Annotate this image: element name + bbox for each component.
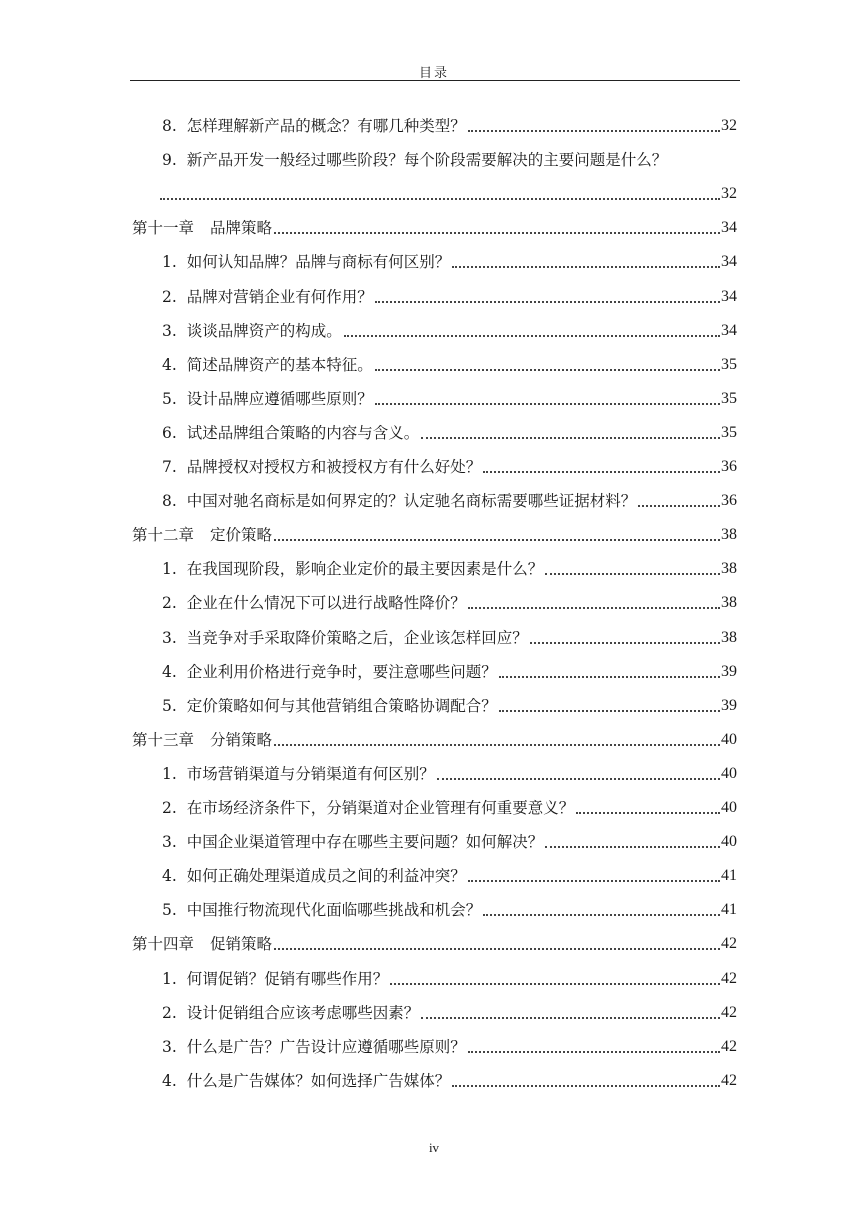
item-title: 定价策略如何与其他营销组合策略协调配合？ [186, 696, 497, 715]
chapter-title: 品牌策略 [210, 219, 273, 238]
item-number: 4. [162, 662, 177, 681]
dot-leader [375, 301, 720, 303]
page-ref: 42 [721, 1003, 737, 1021]
page-ref: 35 [721, 423, 737, 441]
dot-leader [344, 335, 720, 337]
page-ref: 38 [721, 526, 737, 544]
page-ref: 34 [721, 253, 737, 271]
item-number: 2. [162, 799, 177, 817]
item-number: 7. [162, 458, 177, 476]
chapter-number: 第十一章 [132, 219, 195, 238]
toc-item-entry[interactable] [162, 487, 737, 511]
page-ref: 39 [721, 696, 737, 714]
toc-item-entry[interactable] [162, 351, 737, 375]
page-ref: 32 [721, 117, 737, 134]
dot-leader [499, 676, 720, 678]
page-ref: 42 [721, 969, 737, 987]
toc-item-entry[interactable] [162, 589, 737, 613]
dot-leader [421, 1017, 720, 1019]
dot-leader [468, 880, 720, 882]
chapter-title: 定价策略 [210, 526, 273, 545]
item-title: 企业利用价格进行竞争时，要注意哪些问题？ [186, 662, 497, 681]
toc-item-entry[interactable] [162, 896, 737, 920]
toc-item-entry[interactable] [162, 862, 737, 886]
item-title: 什么是广告？广告设计应遵循哪些原则？ [186, 1037, 466, 1056]
item-title: 如何认知品牌？品牌与商标有何区别？ [186, 253, 451, 272]
dot-leader [483, 914, 720, 916]
page-ref: 42 [721, 1071, 737, 1089]
item-title: 设计促销组合应该考虑哪些因素？ [186, 1003, 420, 1022]
chapter-title: 促销策略 [210, 935, 273, 954]
item-title: 简述品牌资产的基本特征。 [186, 355, 373, 374]
item-number: 6. [162, 423, 177, 442]
item-number: 5. [162, 696, 177, 715]
page-ref: 34 [721, 321, 737, 339]
page-ref: 35 [721, 389, 737, 407]
page-ref: 38 [721, 560, 737, 578]
dot-leader [274, 744, 720, 746]
dot-leader [545, 846, 720, 848]
item-title: 中国推行物流现代化面临哪些挑战和机会？ [186, 901, 482, 920]
dot-leader [452, 1085, 720, 1087]
item-title: 中国对驰名商标是如何界定的？认定驰名商标需要哪些证据材料？ [186, 492, 637, 511]
page-number: iv [428, 1140, 440, 1155]
dot-leader [576, 812, 720, 814]
item-number: 1. [162, 969, 177, 988]
item-number: 4. [162, 1071, 177, 1090]
toc-continuation-line[interactable] [132, 180, 737, 204]
page-ref: 40 [721, 730, 737, 748]
chapter-number: 第十二章 [132, 526, 195, 545]
item-title: 在我国现阶段，影响企业定价的最主要因素是什么？ [186, 560, 544, 579]
item-number: 1. [162, 560, 177, 579]
dot-leader [468, 130, 720, 132]
item-number: 8. [162, 117, 177, 135]
item-number: 1. [162, 764, 177, 783]
toc-item-entry[interactable] [162, 828, 737, 852]
toc-item-entry[interactable] [162, 794, 737, 818]
item-number: 3. [162, 321, 177, 340]
item-title: 什么是广告媒体？如何选择广告媒体？ [186, 1071, 451, 1090]
toc-item-entry[interactable] [162, 555, 737, 579]
dot-leader [274, 539, 720, 541]
toc-item-entry[interactable] [162, 317, 737, 341]
item-title: 品牌授权对授权方和被授权方有什么好处？ [186, 458, 482, 476]
page-ref: 36 [721, 458, 737, 475]
toc-item-entry[interactable] [162, 658, 737, 682]
toc-item-entry[interactable] [162, 385, 737, 409]
header-rule [130, 80, 740, 81]
item-number: 4. [162, 355, 177, 374]
toc-item-entry[interactable] [162, 112, 737, 136]
toc-chapter-entry[interactable] [132, 726, 737, 750]
item-title: 品牌对营销企业有何作用？ [186, 287, 373, 306]
item-number: 9. [162, 151, 177, 170]
dot-leader [483, 471, 720, 473]
page-ref: 36 [721, 492, 737, 510]
dot-leader [638, 505, 720, 507]
page-ref: 40 [721, 764, 737, 782]
toc-chapter-entry[interactable] [132, 214, 737, 238]
toc-item-entry[interactable] [162, 146, 737, 170]
chapter-title: 分销策略 [210, 730, 273, 749]
item-number: 5. [162, 901, 177, 920]
item-number: 5. [162, 389, 177, 408]
item-title: 新产品开发一般经过哪些阶段？每个阶段需要解决的主要问题是什么？ [186, 151, 668, 170]
item-title: 怎样理解新产品的概念？有哪几种类型？ [186, 117, 466, 135]
dot-leader [160, 198, 720, 200]
toc-item-entry[interactable] [162, 1067, 737, 1091]
item-number: 3. [162, 628, 177, 647]
toc-item-entry[interactable] [162, 248, 737, 272]
item-title: 企业在什么情况下可以进行战略性降价？ [186, 594, 466, 613]
item-title: 如何正确处理渠道成员之间的利益冲突？ [186, 867, 466, 886]
toc-item-entry[interactable] [162, 999, 737, 1023]
item-number: 4. [162, 867, 177, 886]
page-ref: 32 [721, 185, 737, 203]
item-number: 1. [162, 253, 177, 272]
item-title: 何谓促销？促销有哪些作用？ [186, 969, 389, 988]
page-ref: 42 [721, 1037, 737, 1055]
dot-leader [468, 1051, 720, 1053]
toc-item-entry[interactable] [162, 1033, 737, 1057]
item-number: 3. [162, 1037, 177, 1056]
dot-leader [437, 778, 720, 780]
dot-leader [530, 642, 720, 644]
dot-leader [375, 369, 720, 371]
page-ref: 38 [721, 594, 737, 612]
chapter-number: 第十四章 [132, 935, 195, 954]
page-ref: 34 [721, 287, 737, 305]
item-title: 谈谈品牌资产的构成。 [186, 321, 342, 340]
toc-item-entry[interactable] [162, 419, 737, 443]
item-title: 市场营销渠道与分销渠道有何区别？ [186, 764, 435, 783]
page-header-title: 目录 [418, 66, 449, 81]
item-number: 3. [162, 833, 177, 852]
item-number: 8. [162, 492, 177, 511]
item-number: 2. [162, 1003, 177, 1022]
page-ref: 39 [721, 662, 737, 680]
page-ref: 38 [721, 628, 737, 646]
toc-chapter-entry[interactable] [132, 521, 737, 545]
page-ref: 42 [721, 935, 737, 953]
toc-item-entry[interactable] [162, 624, 737, 648]
toc-item-entry[interactable] [162, 692, 737, 716]
toc-item-entry[interactable] [162, 283, 737, 307]
dot-leader [499, 710, 720, 712]
item-title: 试述品牌组合策略的内容与含义。 [186, 423, 420, 442]
dot-leader [390, 983, 720, 985]
dot-leader [545, 573, 720, 575]
page-ref: 40 [721, 833, 737, 851]
item-title: 在市场经济条件下，分销渠道对企业管理有何重要意义？ [186, 799, 575, 817]
toc-item-entry[interactable] [162, 965, 737, 989]
dot-leader [452, 266, 720, 268]
dot-leader [274, 948, 720, 950]
dot-leader [375, 403, 720, 405]
toc-item-entry[interactable] [162, 453, 737, 477]
page-ref: 41 [721, 867, 737, 885]
page-ref: 40 [721, 799, 737, 816]
dot-leader [274, 232, 720, 234]
dot-leader [468, 607, 720, 609]
item-title: 中国企业渠道管理中存在哪些主要问题？如何解决？ [186, 833, 544, 852]
page-ref: 41 [721, 901, 737, 919]
toc-item-entry[interactable] [162, 760, 737, 784]
item-number: 2. [162, 287, 177, 306]
page-ref: 35 [721, 355, 737, 373]
item-number: 2. [162, 594, 177, 613]
dot-leader [421, 437, 720, 439]
item-title: 当竞争对手采取降价策略之后，企业该怎样回应？ [186, 628, 528, 647]
page-ref: 34 [721, 219, 737, 237]
item-title: 设计品牌应遵循哪些原则？ [186, 389, 373, 408]
chapter-number: 第十三章 [132, 730, 195, 749]
toc-chapter-entry[interactable] [132, 930, 737, 954]
